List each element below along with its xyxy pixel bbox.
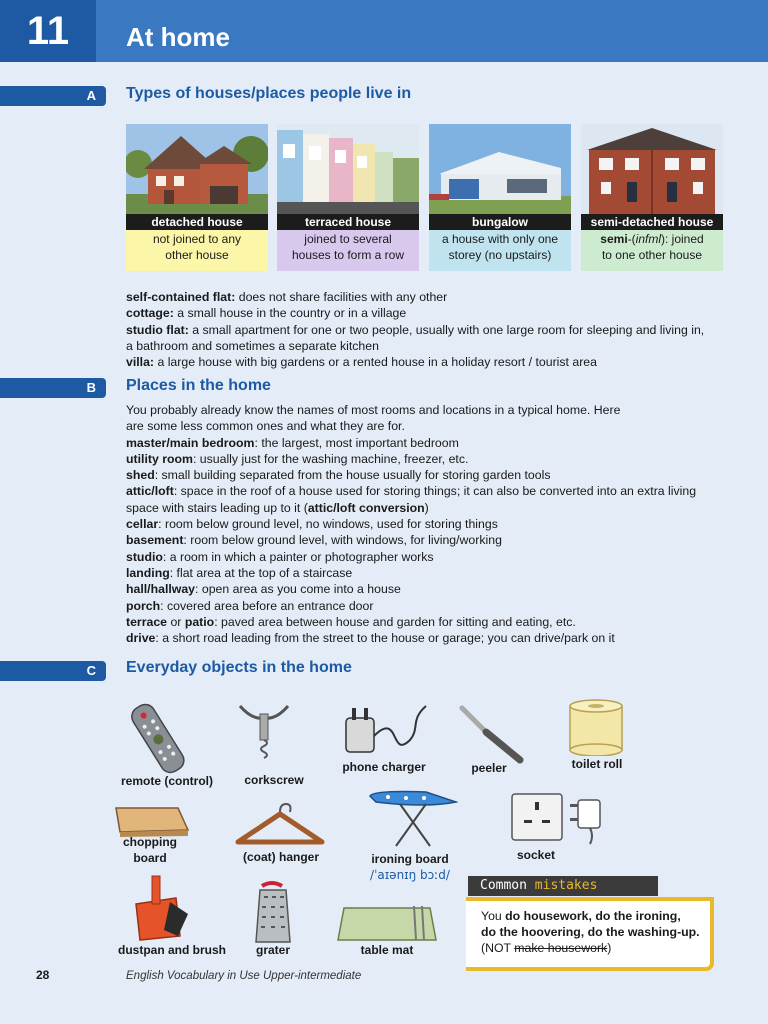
unit-header — [0, 0, 768, 62]
header-word: Common — [480, 878, 527, 893]
house-description — [126, 230, 268, 271]
definition — [126, 322, 706, 355]
term: terrace — [126, 614, 168, 629]
definition — [126, 467, 706, 483]
term: basement — [126, 533, 184, 548]
ironing-board-pronunciation: /ˈaɪənɪŋ bɔːd/ — [370, 868, 450, 882]
house-label: terraced house — [277, 214, 419, 230]
unit-number: 11 — [0, 0, 96, 62]
label-line: board — [133, 851, 167, 865]
term: landing — [126, 565, 170, 580]
definition — [126, 581, 706, 597]
toilet-roll-label: toilet roll — [571, 757, 623, 771]
grater-icon — [252, 880, 294, 944]
semi-detached-house-photo — [581, 124, 723, 214]
ironing-board-label: ironing board — [371, 852, 449, 866]
definitions-b — [126, 402, 706, 646]
label-line: chopping — [123, 835, 177, 849]
definition — [126, 305, 706, 321]
terraced-house-photo — [277, 124, 419, 214]
grater-label: grater — [255, 943, 290, 957]
peeler-icon — [456, 702, 526, 766]
term: self-contained flat: — [126, 290, 236, 304]
house-description — [581, 230, 723, 271]
book-title: English Vocabulary in Use Upper-intermediate — [126, 970, 362, 982]
term: cellar — [126, 517, 159, 532]
term: master/main bedroom — [126, 435, 255, 450]
term: utility room — [126, 451, 193, 466]
definition-text: : space in the roof of a house used for storing things; it can also be converted into an extra living space with stairs leading up to it ( — [126, 484, 697, 515]
definition — [126, 565, 706, 581]
definition — [126, 516, 706, 532]
remote-control-icon — [124, 700, 190, 778]
desc-part: -( — [627, 232, 636, 246]
desc-line: houses to form a row — [291, 248, 405, 262]
cm-text: (NOT — [481, 941, 515, 955]
term: cottage: — [126, 306, 174, 321]
ironing-board-icon — [366, 786, 458, 848]
desc-line: a house with only one — [441, 232, 559, 246]
section-a-marker: A — [0, 86, 106, 106]
definition-text: : paved area between house and garden for sitting and eating, etc. — [214, 614, 576, 629]
definition — [126, 435, 706, 451]
definition-text: : room below ground level, no windows, used for storing things — [158, 517, 498, 532]
house-card-bungalow — [429, 124, 571, 271]
coat-hanger-label: (coat) hanger — [242, 850, 319, 864]
term: studio — [126, 549, 163, 564]
section-b-marker: B — [0, 378, 106, 398]
house-description — [277, 230, 419, 271]
definition — [126, 532, 706, 548]
common-mistakes-box — [466, 897, 714, 971]
definition-text: ) — [424, 500, 429, 515]
definition — [126, 549, 706, 565]
house-description — [429, 230, 571, 271]
dustpan-and-brush-icon — [130, 874, 196, 944]
definitions-a — [126, 289, 706, 370]
house-label: semi-detached house — [581, 214, 723, 230]
common-mistakes-header — [468, 876, 658, 896]
section-c-marker: C — [0, 661, 106, 681]
toilet-roll-icon — [566, 698, 626, 756]
definition — [126, 598, 706, 614]
coat-hanger-icon — [234, 802, 326, 850]
house-label: bungalow — [429, 214, 571, 230]
cm-bold: do housework, do the ironing, — [505, 909, 681, 923]
chopping-board-icon — [112, 804, 190, 838]
section-b-intro: You probably already know the names of most rooms and locations in a typical home. Here are some less common ones and what they are for. — [126, 403, 621, 434]
cm-text: You — [481, 909, 506, 923]
term: drive — [126, 631, 156, 646]
desc-line: joined to several — [304, 232, 392, 246]
house-card-terraced — [277, 124, 419, 271]
socket-label: socket — [516, 848, 556, 862]
desc-italic: infml — [635, 232, 661, 246]
desc-line: to one other house — [601, 248, 703, 262]
term: attic/loft — [126, 484, 174, 499]
definition-text: : flat area at the top of a staircase — [169, 565, 353, 580]
table-mat-label: table mat — [360, 943, 414, 957]
unit-title: At home — [126, 22, 230, 52]
definition-text: does not share facilities with any other — [235, 290, 448, 304]
desc-line: not joined to any — [152, 232, 242, 246]
definition-text: a small house in the country or in a village — [173, 306, 407, 321]
header-word: mistakes — [534, 878, 598, 893]
cm-strikethrough: make housework — [514, 941, 608, 955]
house-card-detached — [126, 124, 268, 271]
term: villa: — [126, 355, 155, 370]
bungalow-photo — [429, 124, 571, 214]
dustpan-and-brush-label: dustpan and brush — [118, 943, 226, 957]
phone-charger-icon — [340, 700, 432, 760]
definition — [126, 483, 706, 516]
term: patio — [184, 614, 215, 629]
corkscrew-label: corkscrew — [244, 773, 304, 787]
cm-text: ) — [607, 941, 612, 955]
remote-control-label: remote (control) — [120, 774, 213, 788]
definition-text: : covered area before an entrance door — [160, 598, 374, 613]
section-c-title: Everyday objects in the home — [126, 659, 352, 676]
definition-text: a large house with big gardens or a rented house in a holiday resort / tourist area — [154, 355, 597, 370]
definition-text: a small apartment for one or two people, usually with one large room for sleeping and living in, a bathroom and sometimes a separate kitchen — [126, 322, 705, 353]
page-number: 28 — [36, 968, 50, 982]
term: studio flat: — [126, 322, 189, 337]
section-a-title: Types of houses/places people live in — [126, 85, 412, 102]
desc-line: storey (no upstairs) — [448, 248, 552, 262]
house-card-semi-detached — [581, 124, 723, 271]
definition — [126, 354, 706, 370]
definition — [126, 614, 706, 630]
definition — [126, 451, 706, 467]
desc-part: ): joined — [661, 232, 704, 246]
definition-text: : room below ground level, with windows, for living/working — [183, 533, 502, 548]
socket-icon — [508, 790, 610, 846]
definition-text: : small building separated from the house usually for storing garden tools — [154, 468, 551, 483]
term: attic/loft conversion — [307, 500, 425, 515]
term: porch — [126, 598, 161, 613]
definition — [126, 289, 706, 305]
detached-house-photo — [126, 124, 268, 214]
peeler-label: peeler — [471, 761, 507, 775]
definition — [126, 630, 706, 646]
desc-line: other house — [165, 248, 229, 262]
desc-bold: semi — [600, 232, 628, 246]
definition-text: : the largest, most important bedroom — [254, 435, 459, 450]
term: hall/hallway — [126, 582, 196, 597]
definition-text: : a short road leading from the street to the house or garage; you can drive/park on it — [155, 631, 615, 646]
phone-charger-label: phone charger — [342, 760, 426, 774]
definition-text: : open area as you come into a house — [195, 582, 401, 597]
house-label: detached house — [126, 214, 268, 230]
definition-text: : a room in which a painter or photographer works — [162, 549, 434, 564]
definition-text: or — [167, 614, 185, 629]
corkscrew-icon — [236, 700, 292, 766]
table-mat-icon — [336, 904, 440, 944]
cm-bold: do the hoovering, do the washing-up. — [481, 925, 700, 939]
chopping-board-label — [110, 834, 190, 866]
definition-text: : usually just for the washing machine, freezer, etc. — [192, 451, 469, 466]
section-b-title: Places in the home — [126, 377, 271, 394]
term: shed — [126, 468, 155, 483]
